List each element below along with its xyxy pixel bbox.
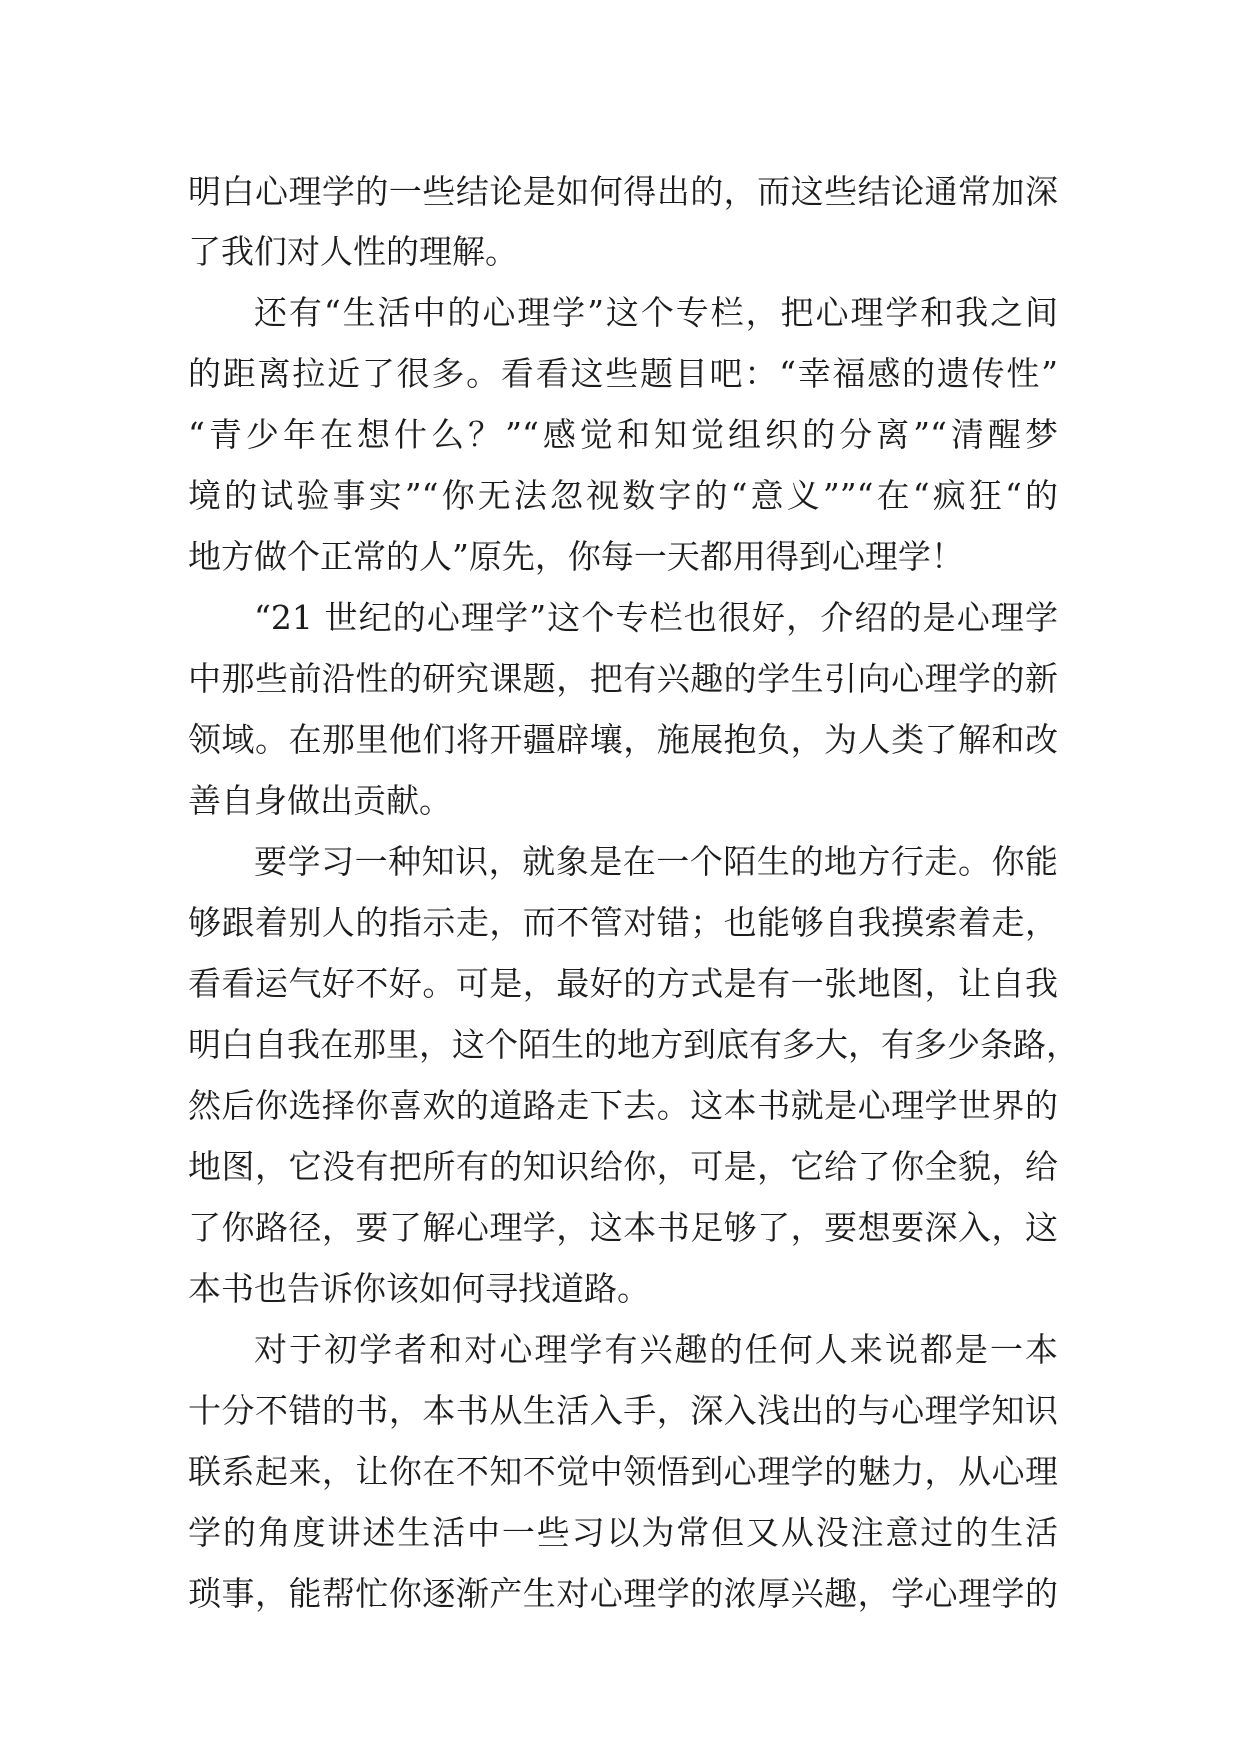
text-line: 明白自我在那里，这个陌生的地方到底有多大，有多少条路， [188,1025,1079,1064]
text-line: 联系起来，让你在不知不觉中领悟到心理学的魅力，从心理 [188,1452,1058,1491]
text-line: 了我们对人性的理解。 [188,232,518,271]
paragraph-start-line: 对于初学者和对心理学有兴趣的任何人来说都是一本 [254,1330,1058,1369]
paragraph-start-line: 还有“生活中的心理学”这个专栏，把心理学和我之间 [254,293,1058,332]
text-line: 境的试验事实”“你无法忽视数字的“意义””“在“疯狂“的 [188,476,1058,515]
paragraph-start-line: “21 世纪的心理学”这个专栏也很好，介绍的是心理学 [254,598,1058,637]
text-line: 地图，它没有把所有的知识给你，可是，它给了你全貌，给 [188,1147,1058,1186]
text-line: 学的角度讲述生活中一些习以为常但又从没注意过的生活 [188,1513,1058,1552]
text-line: 够跟着别人的指示走，而不管对错；也能够自我摸索着走， [188,903,1058,942]
text-line: 善自身做出贡献。 [188,781,452,820]
text-line: 领域。在那里他们将开疆辟壤，施展抱负，为人类了解和改 [188,720,1058,759]
text-line: 看看运气好不好。可是，最好的方式是有一张地图，让自我 [188,964,1058,1003]
text-line: “青少年在想什么？”“感觉和知觉组织的分离”“清醒梦 [188,415,1058,454]
text-line: 本书也告诉你该如何寻找道路。 [188,1269,650,1308]
paragraph-start-line: 要学习一种知识，就象是在一个陌生的地方行走。你能 [254,842,1058,881]
text-line: 琐事，能帮忙你逐渐产生对心理学的浓厚兴趣，学心理学的 [188,1574,1058,1613]
text-line: 了你路径，要了解心理学，这本书足够了，要想要深入，这 [188,1208,1058,1247]
text-line: 的距离拉近了很多。看看这些题目吧：“幸福感的遗传性” [188,354,1058,393]
text-line: 明白心理学的一些结论是如何得出的，而这些结论通常加深 [188,172,1058,211]
text-line: 十分不错的书，本书从生活入手，深入浅出的与心理学知识 [188,1391,1058,1430]
text-line: 中那些前沿性的研究课题，把有兴趣的学生引向心理学的新 [188,659,1058,698]
text-line: 然后你选择你喜欢的道路走下去。这本书就是心理学世界的 [188,1086,1058,1125]
text-line: 地方做个正常的人”原先，你每一天都用得到心理学！ [188,537,964,576]
